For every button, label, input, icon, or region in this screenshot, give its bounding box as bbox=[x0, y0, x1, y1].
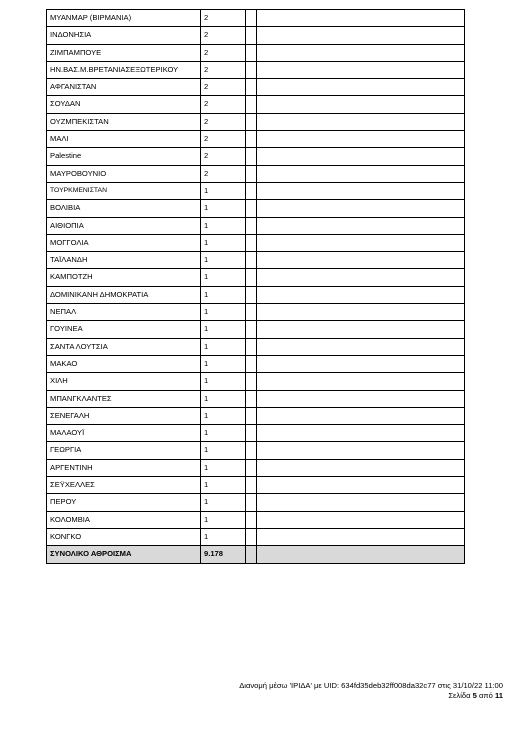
country-cell: ΓΕΩΡΓΙΑ bbox=[47, 442, 201, 459]
empty-cell bbox=[246, 182, 257, 199]
country-cell: ΧΙΛΗ bbox=[47, 373, 201, 390]
empty-cell-wide bbox=[257, 286, 465, 303]
empty-cell bbox=[246, 338, 257, 355]
count-cell: 1 bbox=[201, 269, 246, 286]
count-cell: 1 bbox=[201, 200, 246, 217]
empty-cell-wide bbox=[257, 511, 465, 528]
empty-cell-wide bbox=[257, 79, 465, 96]
count-cell: 1 bbox=[201, 286, 246, 303]
empty-cell bbox=[246, 407, 257, 424]
count-cell: 2 bbox=[201, 148, 246, 165]
total-empty-cell bbox=[246, 546, 257, 563]
count-cell: 1 bbox=[201, 252, 246, 269]
count-cell: 1 bbox=[201, 425, 246, 442]
page-word: Σελίδα bbox=[448, 691, 471, 700]
table-row bbox=[47, 390, 465, 407]
country-cell: ΜΥΑΝΜΑΡ (ΒΙΡΜΑΝΙΑ) bbox=[47, 10, 201, 27]
country-cell: ΖΙΜΠΑΜΠΟΥΕ bbox=[47, 44, 201, 61]
empty-cell bbox=[246, 79, 257, 96]
country-cell: ΚΟΛΟΜΒΙΑ bbox=[47, 511, 201, 528]
count-cell: 2 bbox=[201, 44, 246, 61]
count-cell: 2 bbox=[201, 10, 246, 27]
count-cell: 1 bbox=[201, 528, 246, 545]
empty-cell-wide bbox=[257, 148, 465, 165]
table-row bbox=[47, 61, 465, 78]
empty-cell bbox=[246, 217, 257, 234]
country-cell: ΜΑΛΑΟΥΪ bbox=[47, 425, 201, 442]
count-cell: 1 bbox=[201, 304, 246, 321]
empty-cell bbox=[246, 442, 257, 459]
empty-cell bbox=[246, 96, 257, 113]
table-row bbox=[47, 477, 465, 494]
empty-cell bbox=[246, 304, 257, 321]
empty-cell-wide bbox=[257, 477, 465, 494]
empty-cell-wide bbox=[257, 113, 465, 130]
empty-cell bbox=[246, 373, 257, 390]
country-cell: ΜΑΥΡΟΒΟΥΝΙΟ bbox=[47, 165, 201, 182]
table-row bbox=[47, 407, 465, 424]
empty-cell bbox=[246, 494, 257, 511]
table-row bbox=[47, 425, 465, 442]
empty-cell bbox=[246, 27, 257, 44]
empty-cell-wide bbox=[257, 407, 465, 424]
empty-cell-wide bbox=[257, 269, 465, 286]
total-empty-cell-wide bbox=[257, 546, 465, 563]
empty-cell bbox=[246, 390, 257, 407]
table-row bbox=[47, 373, 465, 390]
country-count-table bbox=[46, 9, 465, 564]
empty-cell-wide bbox=[257, 442, 465, 459]
table-row bbox=[47, 338, 465, 355]
count-cell: 1 bbox=[201, 182, 246, 199]
empty-cell bbox=[246, 528, 257, 545]
table-row bbox=[47, 511, 465, 528]
empty-cell-wide bbox=[257, 528, 465, 545]
empty-cell-wide bbox=[257, 182, 465, 199]
empty-cell bbox=[246, 234, 257, 251]
table-row bbox=[47, 442, 465, 459]
empty-cell-wide bbox=[257, 355, 465, 372]
country-cell: ΜΟΓΓΟΛΙΑ bbox=[47, 234, 201, 251]
table-row bbox=[47, 96, 465, 113]
count-cell: 1 bbox=[201, 355, 246, 372]
country-cell: ΑΙΘΙΟΠΙΑ bbox=[47, 217, 201, 234]
empty-cell-wide bbox=[257, 217, 465, 234]
country-cell: ΑΡΓΕΝΤΙΝΗ bbox=[47, 459, 201, 476]
empty-cell-wide bbox=[257, 252, 465, 269]
count-cell: 2 bbox=[201, 113, 246, 130]
count-cell: 1 bbox=[201, 511, 246, 528]
table-row bbox=[47, 27, 465, 44]
total-value: 9.178 bbox=[201, 546, 246, 563]
country-cell: ΣΑΝΤΑ ΛΟΥΤΣΙΑ bbox=[47, 338, 201, 355]
empty-cell bbox=[246, 425, 257, 442]
table-row bbox=[47, 494, 465, 511]
country-cell: ΜΠΑΝΓΚΛΑΝΤΕΣ bbox=[47, 390, 201, 407]
empty-cell bbox=[246, 286, 257, 303]
country-cell: Palestine bbox=[47, 148, 201, 165]
count-cell: 1 bbox=[201, 321, 246, 338]
empty-cell bbox=[246, 131, 257, 148]
table-row bbox=[47, 304, 465, 321]
country-cell: ΙΝΔΟΝΗΣΙΑ bbox=[47, 27, 201, 44]
empty-cell bbox=[246, 459, 257, 476]
empty-cell bbox=[246, 148, 257, 165]
page-of: από bbox=[478, 691, 493, 700]
total-label: ΣΥΝΟΛΙΚΟ ΑΘΡΟΙΣΜΑ bbox=[47, 546, 201, 563]
table-row bbox=[47, 148, 465, 165]
table-row bbox=[47, 217, 465, 234]
empty-cell-wide bbox=[257, 200, 465, 217]
table-row bbox=[47, 234, 465, 251]
empty-cell-wide bbox=[257, 61, 465, 78]
empty-cell-wide bbox=[257, 44, 465, 61]
count-cell: 1 bbox=[201, 217, 246, 234]
table-row bbox=[47, 165, 465, 182]
empty-cell-wide bbox=[257, 338, 465, 355]
count-cell: 1 bbox=[201, 494, 246, 511]
empty-cell bbox=[246, 44, 257, 61]
count-cell: 1 bbox=[201, 234, 246, 251]
country-cell: ΟΥΖΜΠΕΚΙΣΤΑΝ bbox=[47, 113, 201, 130]
country-cell: ΑΦΓΑΝΙΣΤΑΝ bbox=[47, 79, 201, 96]
empty-cell-wide bbox=[257, 27, 465, 44]
table-row bbox=[47, 10, 465, 27]
table-row bbox=[47, 355, 465, 372]
table-row bbox=[47, 131, 465, 148]
country-cell: ΗΝ.ΒΑΣ.Μ.ΒΡΕΤΑΝΙΑΣΕΞΩΤΕΡΙΚΟΥ bbox=[47, 61, 201, 78]
table-row bbox=[47, 252, 465, 269]
table-row bbox=[47, 459, 465, 476]
empty-cell bbox=[246, 355, 257, 372]
table-body bbox=[47, 10, 465, 564]
empty-cell-wide bbox=[257, 234, 465, 251]
count-cell: 1 bbox=[201, 477, 246, 494]
count-cell: 2 bbox=[201, 79, 246, 96]
empty-cell-wide bbox=[257, 321, 465, 338]
country-cell: ΠΕΡΟΥ bbox=[47, 494, 201, 511]
country-cell: ΔΟΜΙΝΙΚΑΝΗ ΔΗΜΟΚΡΑΤΙΑ bbox=[47, 286, 201, 303]
count-cell: 1 bbox=[201, 338, 246, 355]
table-row bbox=[47, 286, 465, 303]
table-row bbox=[47, 321, 465, 338]
country-cell: ΓΟΥΙΝΕΑ bbox=[47, 321, 201, 338]
empty-cell-wide bbox=[257, 494, 465, 511]
count-cell: 1 bbox=[201, 442, 246, 459]
count-cell: 2 bbox=[201, 61, 246, 78]
table-row bbox=[47, 79, 465, 96]
empty-cell bbox=[246, 511, 257, 528]
empty-cell-wide bbox=[257, 390, 465, 407]
count-cell: 1 bbox=[201, 459, 246, 476]
empty-cell-wide bbox=[257, 304, 465, 321]
empty-cell bbox=[246, 10, 257, 27]
country-cell: ΤΟΥΡΚΜΕΝΙΣΤΑΝ bbox=[47, 182, 201, 199]
empty-cell bbox=[246, 165, 257, 182]
empty-cell-wide bbox=[257, 459, 465, 476]
country-cell: ΣΟΥΔΑΝ bbox=[47, 96, 201, 113]
page-total: 11 bbox=[494, 691, 503, 700]
country-cell: ΤΑΪΛΑΝΔΗ bbox=[47, 252, 201, 269]
empty-cell-wide bbox=[257, 373, 465, 390]
empty-cell bbox=[246, 61, 257, 78]
country-cell: ΚΑΜΠΟΤΖΗ bbox=[47, 269, 201, 286]
count-cell: 2 bbox=[201, 27, 246, 44]
count-cell: 1 bbox=[201, 373, 246, 390]
country-cell: ΝΕΠΑΛ bbox=[47, 304, 201, 321]
page-current: 5 bbox=[472, 691, 477, 700]
count-cell: 2 bbox=[201, 131, 246, 148]
empty-cell-wide bbox=[257, 425, 465, 442]
count-cell: 1 bbox=[201, 390, 246, 407]
empty-cell-wide bbox=[257, 10, 465, 27]
empty-cell-wide bbox=[257, 131, 465, 148]
country-cell: ΣΕΝΕΓΑΛΗ bbox=[47, 407, 201, 424]
distribution-note: Διανομή μέσω 'ΙΡΙΔΑ' με UID: 634fd35deb32ff008da32c77 στις 31/10/22 11:00 bbox=[239, 681, 503, 690]
country-cell: ΜΑΛΙ bbox=[47, 131, 201, 148]
empty-cell bbox=[246, 477, 257, 494]
page-footer bbox=[239, 681, 503, 701]
table-row bbox=[47, 182, 465, 199]
country-cell: ΒΟΛΙΒΙΑ bbox=[47, 200, 201, 217]
empty-cell bbox=[246, 200, 257, 217]
empty-cell bbox=[246, 113, 257, 130]
country-cell: ΜΑΚΑΟ bbox=[47, 355, 201, 372]
country-cell: ΣΕΫΧΕΛΛΕΣ bbox=[47, 477, 201, 494]
table-row bbox=[47, 200, 465, 217]
count-cell: 2 bbox=[201, 96, 246, 113]
table-row bbox=[47, 44, 465, 61]
table-row bbox=[47, 113, 465, 130]
table-row bbox=[47, 269, 465, 286]
page-number bbox=[239, 691, 503, 701]
empty-cell bbox=[246, 252, 257, 269]
country-cell: ΚΟΝΓΚΟ bbox=[47, 528, 201, 545]
total-row bbox=[47, 546, 465, 563]
empty-cell-wide bbox=[257, 96, 465, 113]
table-row bbox=[47, 528, 465, 545]
count-cell: 1 bbox=[201, 407, 246, 424]
empty-cell bbox=[246, 269, 257, 286]
empty-cell bbox=[246, 321, 257, 338]
empty-cell-wide bbox=[257, 165, 465, 182]
count-cell: 2 bbox=[201, 165, 246, 182]
